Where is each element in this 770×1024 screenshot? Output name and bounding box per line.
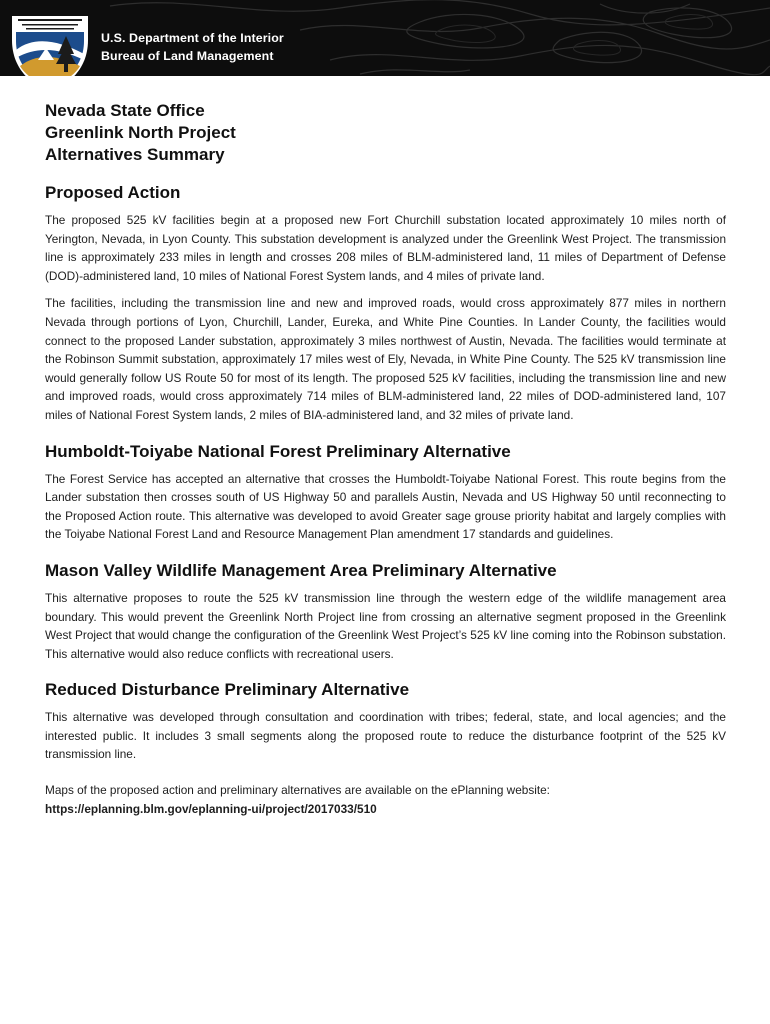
agency-department: U.S. Department of the Interior: [101, 31, 284, 45]
document-body: [45, 100, 726, 827]
section-paragraph: The proposed 525 kV facilities begin at a proposed new Fort Churchill substation located approximately 10 miles north of Yerington, Nevada, in Lyon County. This substation development is analyzed under the Greenlink West Project. The transmission line is approximately 233 miles in length and crosses 208 miles of BLM-administered land, 11 miles of Department of Defense (DOD)-administered land, 10 miles of National Forest System lands, and 4 miles of private land.: [45, 213, 726, 283]
section-paragraph: This alternative was developed through consultation and coordination with tribes; federal, state, and local agencies; and the interested public. It includes 3 small segments along the proposed route to reduce the disturbance footprint of the 525 kV transmission line.: [45, 710, 726, 762]
section-reduced-disturbance-alternative: [45, 679, 726, 764]
blm-shield-logo-icon: [8, 10, 92, 76]
section-heading: Proposed Action: [45, 183, 181, 202]
section-paragraph: The Forest Service has accepted an alternative that crosses the Humboldt-Toiyabe National Forest. This route begins from the Lander substation then crosses south of US Highway 50 and parallels Austin, Nevada and US Highway 50 until reconnecting to the Proposed Action route. This alternative was developed to avoid Greater sage grouse priority habitat and largely complies with the Toiyabe National Forest Land and Resource Management Plan amendment 17 standards and guidelines.: [45, 471, 726, 542]
document-title: Alternatives Summary: [45, 145, 225, 164]
section-heading: Humboldt-Toiyabe National Forest Preliminary Alternative: [45, 441, 511, 461]
agency-name: [101, 29, 284, 65]
maps-note: [45, 781, 726, 818]
section-heading: Reduced Disturbance Preliminary Alternative: [45, 680, 410, 700]
agency-bureau: Bureau of Land Management: [101, 49, 274, 63]
project-title: Greenlink North Project: [45, 123, 236, 142]
section-paragraph: The facilities, including the transmission line and new and improved roads, would cross approximately 877 miles in northern Nevada through portions of Lyon, Churchill, Lander, Eureka, and White Pine Counties. In Lander County, the facilities would connect to the proposed Lander substation, approximately 3 miles northwest of Austin, Nevada. The facilities would terminate at the Robinson Summit substation, approximately 17 miles west of Ely, Nevada, in White Pine County. The 525 kV transmission line would generally follow US Route 50 for most of its length. The proposed 525 kV facilities, including the transmission line and new and improved roads, would cross approximately 714 miles of BLM-administered land, 22 miles of DOD-administered land, 107 miles of National Forest System lands, 2 miles of BIA-administered land, and 32 miles of private land.: [45, 296, 726, 422]
section-humboldt-toiyabe-alternative: [45, 441, 726, 544]
office-title: Nevada State Office: [45, 101, 205, 120]
section-paragraph: This alternative proposes to route the 525 kV transmission line through the western edge of the wildlife management area boundary. This would prevent the Greenlink North Project line from crossing an alternative segment proposed in the Greenlink West Project that would change the configuration of the Greenlink West Project’s 525 kV line coming into the Robinson substation. This alternative would also reduce conflicts with recreational users.: [45, 590, 726, 661]
section-proposed-action: [45, 182, 726, 425]
maps-note-text: Maps of the proposed action and preliminary alternatives are available on the ePlanning website:: [45, 783, 550, 798]
eplanning-link[interactable]: https://eplanning.blm.gov/eplanning-ui/project/2017033/510: [45, 801, 377, 816]
section-mason-valley-alternative: [45, 560, 726, 663]
section-heading: Mason Valley Wildlife Management Area Preliminary Alternative: [45, 560, 557, 580]
header-banner: [0, 0, 770, 76]
